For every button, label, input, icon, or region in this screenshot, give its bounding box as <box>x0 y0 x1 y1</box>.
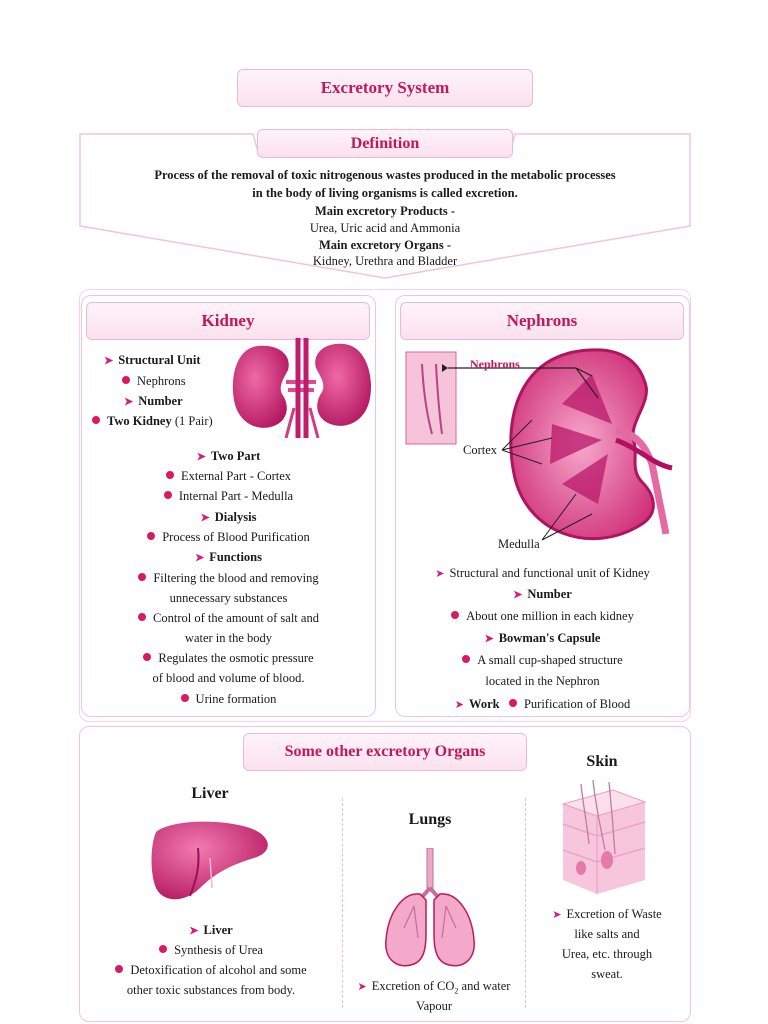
nephron-bowman: ➤ Bowman's Capsule <box>484 631 601 645</box>
kidney-function-3b: of blood and volume of blood. <box>152 671 305 685</box>
kidney-heading <box>86 302 370 340</box>
nephron-number: ➤ Number <box>513 587 572 601</box>
lungs-illustration <box>380 848 480 972</box>
bullet-icon <box>143 653 151 661</box>
kidney-function-1a: Filtering the blood and removing <box>81 568 376 588</box>
bullet-icon <box>138 573 146 581</box>
bullet-icon <box>509 699 517 707</box>
liver-illustration <box>150 818 274 904</box>
arrow-icon: ➤ <box>513 589 523 601</box>
products-value: Urea, Uric acid and Ammonia <box>309 221 461 235</box>
skin-line-2: like salts and <box>574 927 640 941</box>
nephron-bowman-a: A small cup-shaped structure <box>395 650 690 670</box>
skin-title: Skin <box>586 753 618 770</box>
liver-point-1: Synthesis of Urea <box>82 940 340 960</box>
arrow-icon: ➤ <box>357 981 367 993</box>
bullet-icon <box>181 694 189 702</box>
lungs-point-1: ➤ Excretion of $CO_2$ and water <box>357 979 511 996</box>
skin-line-3: Urea, etc. through <box>561 947 653 961</box>
lungs-point-1b: Vapour <box>415 999 453 1013</box>
liver-sub: ➤ Liver <box>189 923 233 937</box>
arrow-icon: ➤ <box>189 925 199 937</box>
bullet-icon <box>138 613 146 621</box>
skin-line-1: ➤ Excretion of Waste <box>552 907 662 921</box>
kidney-list <box>81 446 376 706</box>
arrow-icon: ➤ <box>454 699 465 711</box>
products-label: Main excretory Products - <box>314 204 456 218</box>
cortex-label: Cortex <box>463 443 498 457</box>
bullet-icon <box>115 965 123 973</box>
skin-illustration <box>553 780 651 896</box>
nephron-number-desc: About one million in each kidney <box>395 606 690 626</box>
kidney-number: ➤ Number <box>124 394 183 408</box>
kidney-dialysis-desc: Process of Blood Purification <box>81 527 376 547</box>
nephron-work: ➤ Work Purification of Blood <box>454 697 631 711</box>
nephron-bowman-b: located in the Nephron <box>485 674 600 688</box>
kidney-function-2b: water in the body <box>184 631 273 645</box>
liver-list <box>82 920 340 1010</box>
bullet-icon <box>147 532 155 540</box>
arrow-icon: ➤ <box>104 355 114 367</box>
kidney-function-4: Urine formation <box>81 689 376 709</box>
arrow-icon: ➤ <box>124 396 134 408</box>
skin-line-4: sweat. <box>591 967 623 981</box>
liver-point-2a: Detoxification of alcohol and some <box>82 960 340 980</box>
bullet-icon <box>164 491 172 499</box>
organs-value: Kidney, Urethra and Bladder <box>312 254 458 268</box>
skin-list <box>527 904 687 988</box>
page-title-text: Excretory System <box>320 78 450 97</box>
liver-point-2b: other toxic substances from body. <box>126 983 296 997</box>
definition-line-1: Process of the removal of toxic nitrogenous wastes produced in the metabolic processes <box>154 168 616 182</box>
definition-body <box>80 165 690 275</box>
arrow-icon: ➤ <box>194 552 205 564</box>
divider-left <box>342 798 343 1008</box>
bullet-icon <box>92 416 100 424</box>
organs-label: Main excretory Organs - <box>318 238 452 252</box>
arrow-icon: ➤ <box>435 568 445 580</box>
divider-right <box>525 798 526 1008</box>
arrow-icon: ➤ <box>552 909 562 921</box>
kidney-function-1b: unnecessary substances <box>169 591 288 605</box>
kidney-nephrons: Nephrons <box>122 374 186 389</box>
medulla-label: Medulla <box>498 537 540 551</box>
nephrons-diagram-label: Nephrons <box>470 357 520 371</box>
kidney-pair-illustration <box>228 338 374 438</box>
kidney-two-kidney: Two Kidney (1 Pair) <box>92 414 213 429</box>
kidney-heading-text: Kidney <box>201 311 255 330</box>
kidney-two-part: ➤ Two Part <box>196 449 261 463</box>
kidney-function-2a: Control of the amount of salt and <box>81 608 376 628</box>
kidney-function-3a: Regulates the osmotic pressure <box>81 648 376 668</box>
bullet-icon <box>451 611 459 619</box>
definition-line-2: in the body of living organisms is called excretion. <box>252 186 518 200</box>
bullet-icon <box>166 471 174 479</box>
lungs-list <box>344 976 524 1020</box>
kidney-structural-unit: ➤ Structural Unit <box>104 353 201 367</box>
bullet-icon <box>122 376 130 384</box>
nephrons-heading <box>400 302 684 340</box>
nephrons-heading-text: Nephrons <box>506 311 578 330</box>
bullet-icon <box>159 945 167 953</box>
arrow-icon: ➤ <box>484 633 494 645</box>
kidney-dialysis: ➤ Dialysis <box>200 510 257 524</box>
kidney-external: External Part - Cortex <box>81 466 376 486</box>
arrow-icon: ➤ <box>196 451 206 463</box>
definition-heading <box>257 129 513 158</box>
other-organs-heading <box>243 733 527 771</box>
page-title <box>237 69 533 107</box>
nephrons-list <box>395 563 690 713</box>
liver-title: Liver <box>191 785 229 802</box>
arrow-icon: ➤ <box>200 512 210 524</box>
bullet-icon <box>462 655 470 663</box>
nephron-kidney-section-illustration <box>402 344 684 554</box>
lungs-title: Lungs <box>408 811 452 828</box>
kidney-functions: ➤ Functions <box>194 550 262 564</box>
kidney-internal: Internal Part - Medulla <box>81 486 376 506</box>
nephron-unit: ➤ Structural and functional unit of Kidney <box>435 566 650 580</box>
other-organs-heading-text: Some other excretory Organs <box>284 743 486 760</box>
definition-heading-text: Definition <box>350 134 420 152</box>
